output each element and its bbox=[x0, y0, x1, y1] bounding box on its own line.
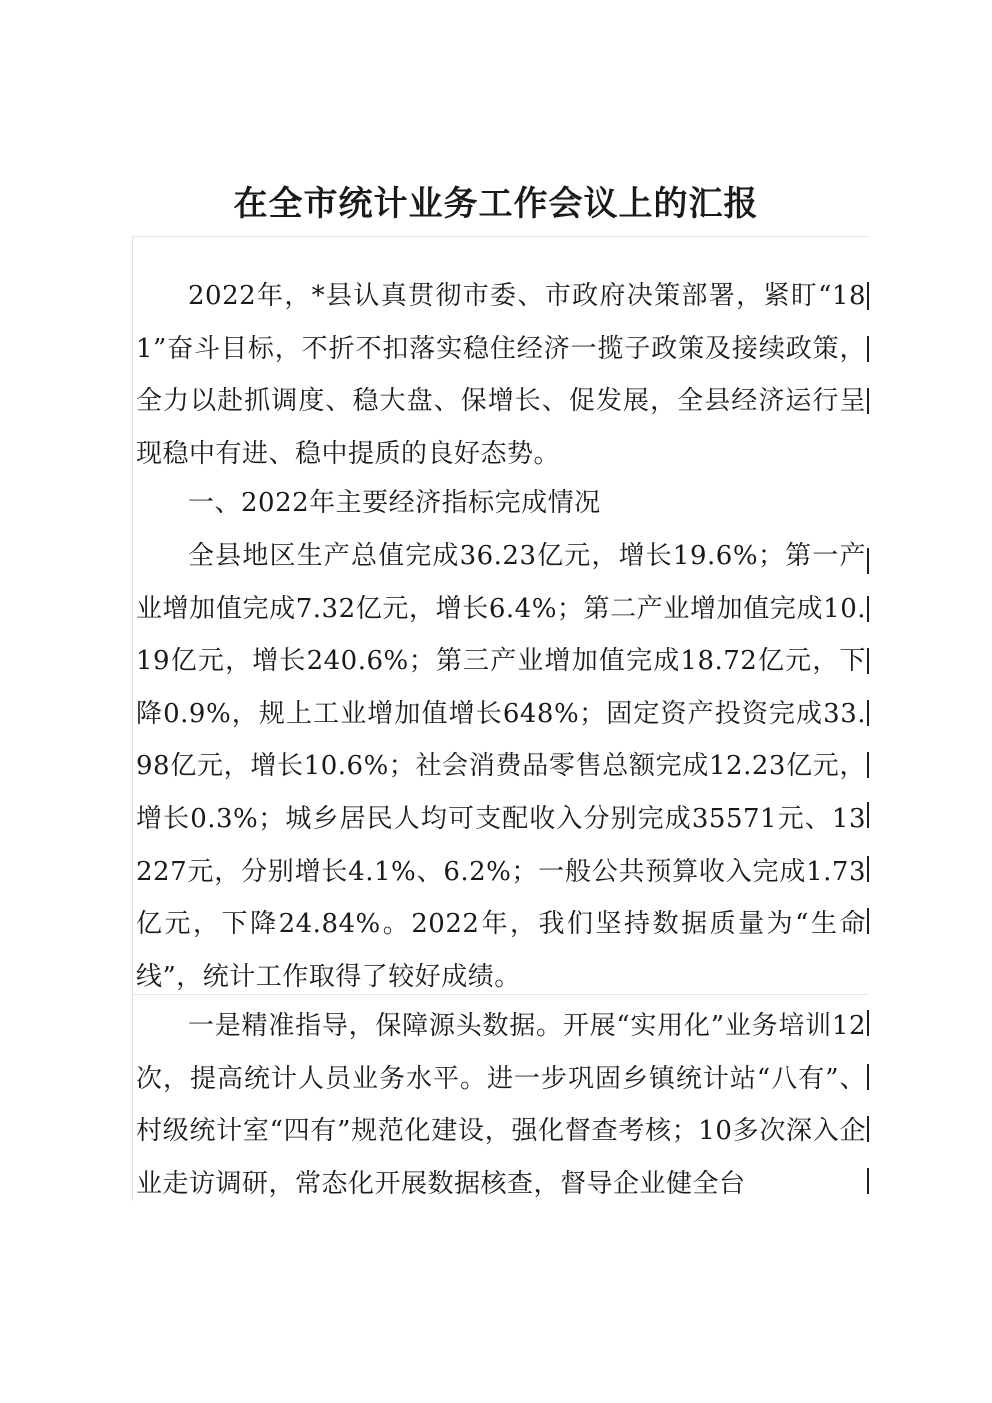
margin-mark bbox=[867, 1064, 869, 1090]
margin-mark bbox=[867, 700, 869, 726]
margin-mark bbox=[867, 282, 869, 310]
margin-mark bbox=[867, 802, 869, 828]
margin-mark bbox=[867, 548, 869, 574]
guidance-paragraph: 一是精准指导，保障源头数据。开展“实用化”业务培训12次，提高统计人员业务水平。进一步巩固乡镇统计站“八有”、村级统计室“四有”规范化建设，强化督查考核；10多次深入企业走访调研，常态化开展数据核查，督导企业健全台 bbox=[136, 1011, 866, 1199]
margin-mark bbox=[867, 1168, 869, 1194]
margin-mark bbox=[867, 596, 869, 622]
margin-mark bbox=[867, 388, 869, 414]
margin-mark bbox=[867, 1010, 869, 1036]
frame-top-line bbox=[132, 236, 868, 237]
margin-mark bbox=[867, 1116, 869, 1142]
margin-mark bbox=[867, 336, 869, 362]
margin-mark bbox=[867, 752, 869, 778]
section-heading: 一、2022年主要经济指标完成情况 bbox=[188, 488, 601, 518]
page-title: 在全市统计业务工作会议上的汇报 bbox=[233, 184, 759, 224]
intro-paragraph: 2022年，*县认真贯彻市委、市政府决策部署，紧盯“181”奋斗目标，不折不扣落实稳住经济一揽子政策及接续政策，全力以赴抓调度、稳大盘、保增长、促发展，全县经济运行呈现稳中有进、稳中提质的良好态势。 bbox=[136, 281, 866, 469]
margin-mark bbox=[867, 648, 869, 674]
margin-mark bbox=[867, 856, 869, 882]
indicators-paragraph: 全县地区生产总值完成36.23亿元，增长19.6%；第一产业增加值完成7.32亿元，增长6.4%；第二产业增加值完成10.19亿元，增长240.6%；第三产业增加值完成18.72亿元，下降0.9%，规上工业增加值增长648%；固定资产投资完成33.98亿元，增长10.6%；社会消费品零售总额完成12.23亿元，增长0.3%；城乡居民人均可支配收入分别完成35571元、13227元，分别增长4.1%、6.2%；一般公共预算收入完成1.73亿元，下降24.84%。2022年，我们坚持数据质量为“生命线”，统计工作取得了较好成绩。 bbox=[136, 541, 866, 992]
margin-mark bbox=[867, 908, 869, 934]
